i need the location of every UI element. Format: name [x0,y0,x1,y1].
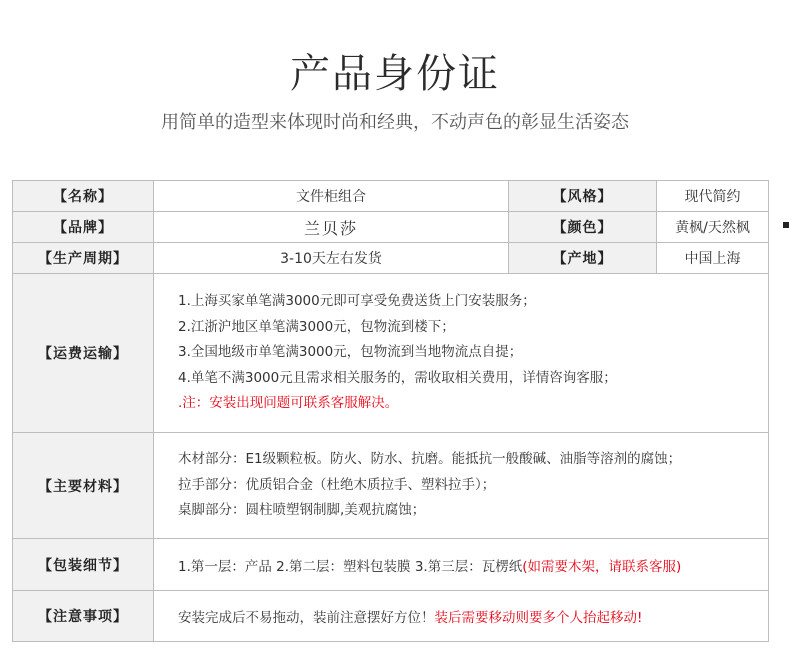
materials-line-2: 拉手部分：优质铝合金（杜绝木质拉手、塑料拉手）； [178,476,496,493]
name-label: 【名称】 [12,180,154,212]
period-value: 3-10天左右发货 [153,242,509,274]
materials-label: 【主要材料】 [12,432,154,539]
notice-label: 【注意事项】 [12,590,154,642]
page-title: 产品身份证 [290,51,500,97]
shipping-line-3: 3.全国地级市单笔满3000元，包物流到当地物流点自提； [178,344,523,361]
name-value: 文件柜组合 [153,180,509,212]
color-value: 黄枫/天然枫 [656,211,769,243]
color-label: 【颜色】 [508,211,657,243]
period-label: 【生产周期】 [12,242,154,274]
product-spec-table [12,180,769,642]
notice-details [153,590,769,642]
shipping-line-1: 1.上海买家单笔满3000元即可享受免费送货上门安装服务； [178,293,536,310]
materials-line-1: 木材部分：E1级颗粒板。防火、防水、抗磨。能抵抗一般酸碱、油脂等溶剂的腐蚀； [178,451,682,468]
packaging-label: 【包装细节】 [12,538,154,591]
materials-details [153,432,769,539]
packaging-note: (如需要木架，请联系客服) [522,558,682,575]
packaging-text: 1.第一层：产品 2.第二层：塑料包装膜 3.第三层：瓦楞纸 [178,558,523,575]
shipping-label: 【运费运输】 [12,273,154,433]
materials-line-3: 桌脚部分：圆柱喷塑钢制脚,美观抗腐蚀； [178,502,426,519]
style-label: 【风格】 [508,180,657,212]
notice-warning: 装后需要移动则要多个人抬起移动! [434,610,643,626]
origin-label: 【产地】 [508,242,657,274]
origin-value: 中国上海 [656,242,769,274]
shipping-line-4: 4.单笔不满3000元且需求相关服务的，需收取相关费用，详情咨询客服； [178,369,617,386]
shipping-details [153,273,769,433]
brand-label: 【品牌】 [12,211,154,243]
shipping-line-2: 2.江浙沪地区单笔满3000元，包物流到楼下； [178,318,455,335]
edge-marker [783,222,789,228]
page-subtitle: 用简单的造型来体现时尚和经典，不动声色的彰显生活姿态 [161,112,629,133]
style-value: 现代简约 [656,180,769,212]
packaging-details [153,538,769,591]
brand-value: 兰贝莎 [153,211,509,243]
notice-text: 安装完成后不易拖动，装前注意摆好方位！ [178,610,435,626]
shipping-note: .注：安装出现问题可联系客服解决。 [178,395,399,412]
